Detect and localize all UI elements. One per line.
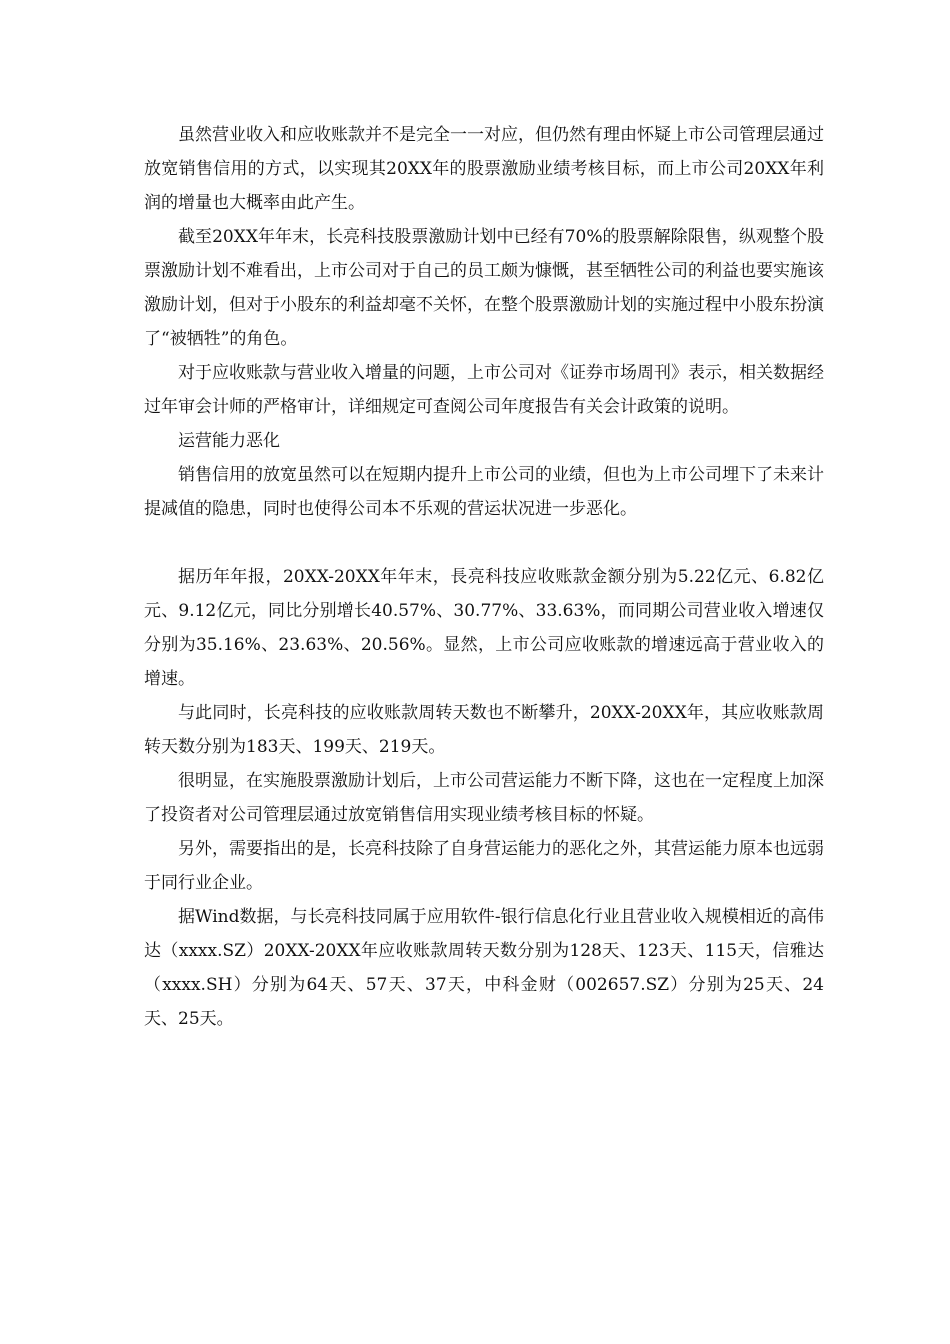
paragraph-5: 据历年年报，20XX-20XX年年末，長亮科技应收账款金额分别为5.22亿元、6.82亿元、9.12亿元，同比分别增长40.57%、30.77%、33.63%，而同期公司营业收入增速仅分别为35.16%、23.63%、20.56%。显然，上市公司应收账款的增速远高于营业收入的增速。 <box>144 567 824 689</box>
paragraph-9: 据Wind数据，与长亮科技同属于应用软件-银行信息化行业且营业收入规模相近的高伟达（xxxx.SZ）20XX-20XX年应收账款周转天数分别为128天、123天、115天，信雅达（xxxx.SH）分别为64天、57天、37天，中科金财（002657.SZ）分别为25天、24天、25天。 <box>144 907 824 1029</box>
paragraph-4: 销售信用的放宽虽然可以在短期内提升上市公司的业绩，但也为上市公司埋下了未来计提减值的隐患，同时也使得公司本不乐观的营运状况进一步恶化。 <box>144 465 824 519</box>
paragraph-8: 另外，需要指出的是，长亮科技除了自身营运能力的恶化之外，其营运能力原本也远弱于同行业企业。 <box>144 839 824 893</box>
paragraph-3: 对于应收账款与营业收入增量的问题，上市公司对《证券市场周刊》表示，相关数据经过年审会计师的严格审计，详细规定可查阅公司年度报告有关会计政策的说明。 <box>144 363 824 417</box>
paragraph-1: 虽然营业收入和应收账款并不是完全一一对应，但仍然有理由怀疑上市公司管理层通过放宽销售信用的方式，以实现其20XX年的股票激励业绩考核目标，而上市公司20XX年利润的增量也大概率由此产生。 <box>144 125 824 213</box>
document-body <box>144 118 824 1036</box>
paragraph-2: 截至20XX年年末，长亮科技股票激励计划中已经有70%的股票解除限售，纵观整个股票激励计划不难看出，上市公司对于自己的员工颇为慷慨，甚至牺牲公司的利益也要实施该激励计划，但对于小股东的利益却毫不关怀，在整个股票激励计划的实施过程中小股东扮演了“被牺牲”的角色。 <box>144 227 824 349</box>
paragraph-7: 很明显，在实施股票激励计划后，上市公司营运能力不断下降，这也在一定程度上加深了投资者对公司管理层通过放宽销售信用实现业绩考核目标的怀疑。 <box>144 771 824 825</box>
paragraph-6: 与此同时，长亮科技的应收账款周转天数也不断攀升，20XX-20XX年，其应收账款周转天数分别为183天、199天、219天。 <box>144 703 824 757</box>
paragraph-gap <box>144 526 824 560</box>
section-heading: 运营能力恶化 <box>178 431 280 451</box>
